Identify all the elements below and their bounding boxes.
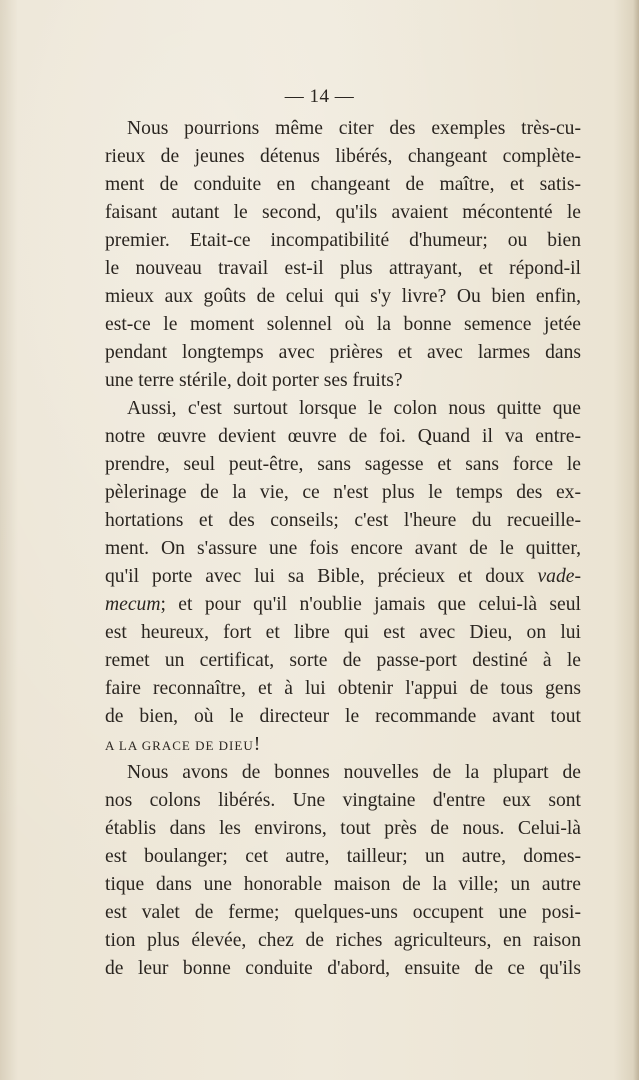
text-line: faire reconnaître, et à lui obtenir l'appui de tous gens <box>105 678 581 699</box>
text-line <box>105 731 581 759</box>
text-fragment: ; et pour qu'il n'oublie jamais que celui-là seul <box>160 594 581 615</box>
text-line: établis dans les environs, tout près de nous. Celui-là <box>105 818 581 839</box>
text-line: est heureux, fort et libre qui est avec Dieu, on lui <box>105 622 581 643</box>
body-text <box>105 115 581 983</box>
text-line <box>105 591 581 619</box>
text-line: ment. On s'assure une fois encore avant de le quitter, <box>105 538 581 559</box>
italic-word: mecum <box>105 594 161 615</box>
text-line: ment de conduite en changeant de maître, et satis- <box>105 174 581 195</box>
text-line: rieux de jeunes détenus libérés, changeant complète- <box>105 146 581 167</box>
text-line: de leur bonne conduite d'abord, ensuite de ce qu'ils <box>105 958 581 979</box>
text-line <box>105 563 581 591</box>
text-line: pendant longtemps avec prières et avec larmes dans <box>105 342 581 363</box>
text-fragment: qu'il porte avec lui sa Bible, précieux et doux <box>105 566 525 587</box>
text-line: Aussi, c'est surtout lorsque le colon nous quitte que <box>127 398 581 419</box>
text-line: remet un certificat, sorte de passe-port destiné à le <box>105 650 581 671</box>
text-line: tion plus élevée, chez de riches agriculteurs, en raison <box>105 930 581 951</box>
text-line: premier. Etait-ce incompatibilité d'humeur; ou bien <box>105 230 581 251</box>
page-number: — 14 — <box>284 86 355 107</box>
text-line: le nouveau travail est-il plus attrayant, et répond-il <box>105 258 581 279</box>
text-line: hortations et des conseils; c'est l'heure du recueille- <box>105 510 581 531</box>
text-line: de bien, où le directeur le recommande avant tout <box>105 706 581 727</box>
text-line: Nous avons de bonnes nouvelles de la plupart de <box>127 762 581 783</box>
text-line: est-ce le moment solennel où la bonne semence jetée <box>105 314 581 335</box>
text-line: tique dans une honorable maison de la ville; un autre <box>105 874 581 895</box>
text-line: notre œuvre devient œuvre de foi. Quand il va entre- <box>105 426 581 447</box>
text-line: prendre, seul peut-être, sans sagesse et sans force le <box>105 454 581 475</box>
text-line: Nous pourrions même citer des exemples très-cu- <box>127 118 581 139</box>
italic-word: vade- <box>537 566 581 587</box>
small-caps-phrase: A LA GRACE DE DIEU <box>105 738 254 753</box>
text-line: est valet de ferme; quelques-uns occupent une posi- <box>105 902 581 923</box>
text-line: mieux aux goûts de celui qui s'y livre? Ou bien enfin, <box>105 286 581 307</box>
text-fragment: ! <box>253 734 261 755</box>
text-line: nos colons libérés. Une vingtaine d'entre eux sont <box>105 790 581 811</box>
text-line: est boulanger; cet autre, tailleur; un autre, domes- <box>105 846 581 867</box>
text-line: faisant autant le second, qu'ils avaient mécontenté le <box>105 202 581 223</box>
text-line: pèlerinage de la vie, ce n'est plus le temps des ex- <box>105 482 581 503</box>
text-line: une terre stérile, doit porter ses fruits? <box>105 370 403 391</box>
